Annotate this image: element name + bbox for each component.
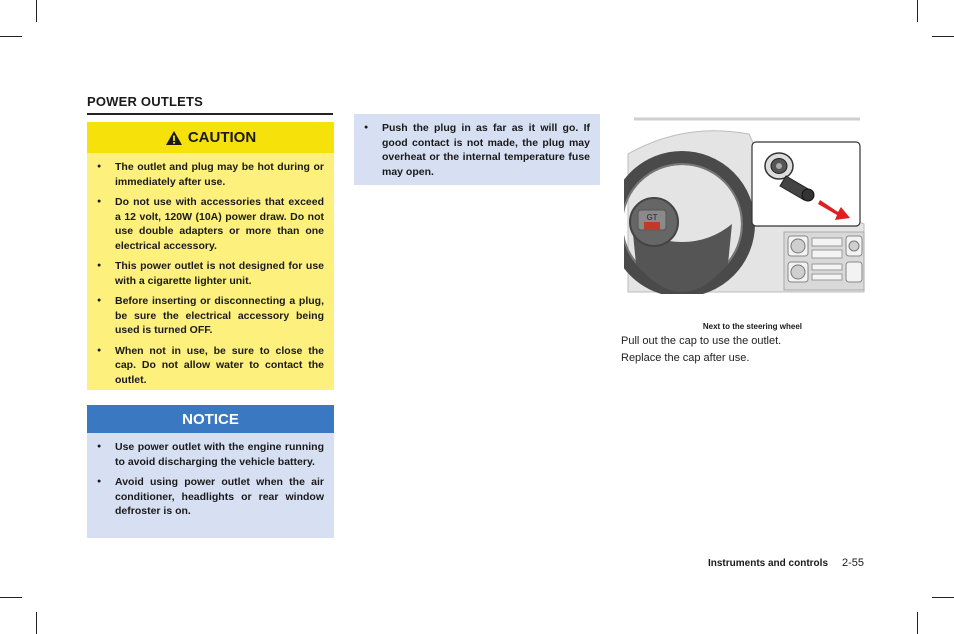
- center-console-controls: [784, 232, 864, 290]
- caution-continued-list: [354, 114, 600, 179]
- crop-mark: [932, 597, 954, 598]
- crop-mark: [36, 612, 37, 634]
- crop-mark: [0, 597, 22, 598]
- warning-triangle-icon: [165, 130, 183, 146]
- caution-box: [87, 122, 334, 390]
- list-item: ● Use power outlet with the engine running to avoid discharging the vehicle battery.: [97, 440, 324, 469]
- caution-continued-box: [354, 114, 600, 185]
- list-item: ● The outlet and plug may be hot during or immediately after use.: [97, 160, 324, 189]
- crop-mark: [932, 36, 954, 37]
- section-title: POWER OUTLETS: [87, 94, 333, 115]
- crop-mark: [0, 36, 22, 37]
- caution-heading: CAUTION: [187, 129, 257, 146]
- list-item: ● Do not use with accessories that exceed a 12 volt, 120W (10A) power draw. Do not use double adapters or more than one electrical accessory.: [97, 195, 324, 253]
- list-item: ● When not in use, be sure to close the cap. Do not allow water to contact the outlet.: [97, 344, 324, 388]
- caution-list: [87, 153, 334, 387]
- crop-mark: [917, 612, 918, 634]
- list-item: ● Avoid using power outlet when the air conditioner, headlights or rear window defroster is on.: [97, 475, 324, 519]
- list-item: ● Push the plug in as far as it will go. If good contact is not made, the plug may overheat or the internal temperature fuse may open.: [364, 121, 590, 179]
- page-number: 2-55: [842, 557, 865, 569]
- steering-wheel-illustration: [624, 114, 868, 294]
- crop-mark: [36, 0, 37, 22]
- instruction-text: Replace the cap after use.: [621, 352, 750, 364]
- notice-list: [87, 433, 334, 519]
- svg-text:GT: GT: [646, 213, 658, 222]
- crop-mark: [917, 0, 918, 22]
- list-item: ● This power outlet is not designed for use with a cigarette lighter unit.: [97, 259, 324, 288]
- figure-caption: Next to the steering wheel: [702, 322, 802, 331]
- instruction-text: Pull out the cap to use the outlet.: [621, 335, 782, 347]
- notice-header: [87, 405, 334, 433]
- footer-section-name: Instruments and controls: [707, 558, 828, 569]
- notice-box: [87, 405, 334, 538]
- notice-heading: NOTICE: [182, 410, 239, 428]
- list-item: ● Before inserting or disconnecting a plug, be sure the electrical accessory being used is turned OFF.: [97, 294, 324, 338]
- caution-header: [87, 122, 334, 153]
